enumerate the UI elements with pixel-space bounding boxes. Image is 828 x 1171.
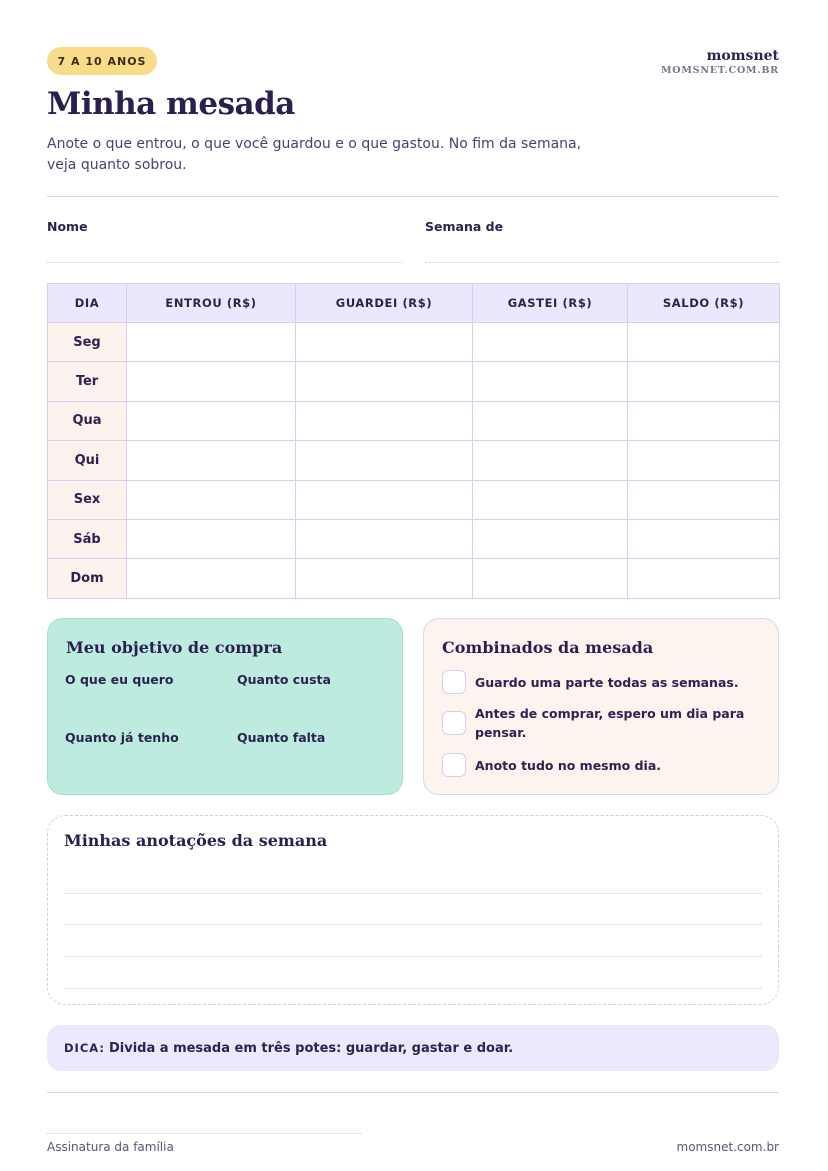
entrou-cell[interactable] [127, 362, 296, 401]
saldo-cell[interactable] [628, 480, 780, 519]
header-divider [47, 196, 779, 197]
guardei-cell[interactable] [296, 323, 473, 362]
entrou-cell[interactable] [127, 480, 296, 519]
table-row [48, 480, 780, 519]
saldo-cell[interactable] [628, 323, 780, 362]
signature-label: Assinatura da família [47, 1140, 174, 1154]
goal-card [47, 618, 403, 795]
saldo-cell[interactable] [628, 362, 780, 401]
brand-name: momsnet [706, 48, 779, 64]
goal-field-have[interactable]: Quanto já tenho [65, 730, 179, 745]
notes-title: Minhas anotações da semana [64, 831, 328, 850]
agreement-text: Guardo uma parte todas as semanas. [475, 674, 739, 690]
guardei-cell[interactable] [296, 559, 473, 598]
goal-field-want[interactable]: O que eu quero [65, 672, 174, 687]
goal-field-missing[interactable]: Quanto falta [237, 730, 326, 745]
day-cell: Seg [48, 323, 127, 362]
brand-logo [661, 48, 779, 76]
table-row [48, 559, 780, 598]
page-subtitle: Anote o que entrou, o que você guardou e o que gastou. No fim da semana, veja quanto sobrou. [47, 136, 582, 173]
column-header: GASTEI (R$) [473, 284, 628, 323]
note-line[interactable] [65, 956, 761, 957]
guardei-cell[interactable] [296, 362, 473, 401]
entrou-cell[interactable] [127, 519, 296, 558]
agreements-title: Combinados da mesada [442, 638, 654, 657]
checkbox[interactable] [442, 711, 466, 735]
guardei-cell[interactable] [296, 401, 473, 440]
day-cell: Dom [48, 559, 127, 598]
day-cell: Qui [48, 441, 127, 480]
guardei-cell[interactable] [296, 519, 473, 558]
checkbox[interactable] [442, 670, 466, 694]
week-field[interactable] [425, 262, 779, 263]
note-line[interactable] [65, 988, 761, 989]
day-cell: Sex [48, 480, 127, 519]
week-label: Semana de [425, 219, 504, 234]
footer-divider [47, 1092, 779, 1093]
entrou-cell[interactable] [127, 401, 296, 440]
gastei-cell[interactable] [473, 441, 628, 480]
footer-site: momsnet.com.br [676, 1140, 779, 1154]
agreement-text: Anoto tudo no mesmo dia. [475, 757, 661, 773]
gastei-cell[interactable] [473, 519, 628, 558]
age-badge: 7 A 10 ANOS [47, 47, 157, 75]
table-row [48, 519, 780, 558]
brand-url: MOMSNET.COM.BR [660, 65, 779, 76]
saldo-cell[interactable] [628, 559, 780, 598]
guardei-cell[interactable] [296, 441, 473, 480]
gastei-cell[interactable] [473, 559, 628, 598]
signature-line[interactable] [47, 1133, 361, 1134]
entrou-cell[interactable] [127, 441, 296, 480]
agreement-text: Antes de comprar, espero um dia para pensar. [475, 706, 745, 740]
table-header-row [48, 284, 780, 323]
checkbox[interactable] [442, 753, 466, 777]
guardei-cell[interactable] [296, 480, 473, 519]
note-line[interactable] [65, 893, 761, 894]
column-header: DIA [48, 284, 127, 323]
tip-label: DICA: [64, 1041, 105, 1055]
agreement-item [442, 704, 745, 742]
allowance-table [47, 283, 780, 599]
name-field[interactable] [47, 262, 402, 263]
column-header: ENTROU (R$) [127, 284, 296, 323]
gastei-cell[interactable] [473, 323, 628, 362]
day-cell: Qua [48, 401, 127, 440]
name-label: Nome [47, 219, 88, 234]
note-line[interactable] [65, 924, 761, 925]
column-header: SALDO (R$) [628, 284, 780, 323]
entrou-cell[interactable] [127, 323, 296, 362]
page-title: Minha mesada [47, 86, 295, 122]
table-row [48, 323, 780, 362]
saldo-cell[interactable] [628, 441, 780, 480]
agreement-item [442, 753, 745, 777]
gastei-cell[interactable] [473, 401, 628, 440]
goal-title: Meu objetivo de compra [66, 638, 283, 657]
table-row [48, 441, 780, 480]
goal-field-cost[interactable]: Quanto custa [237, 672, 331, 687]
entrou-cell[interactable] [127, 559, 296, 598]
gastei-cell[interactable] [473, 362, 628, 401]
tip-box [47, 1025, 779, 1071]
tip-text: Divida a mesada em três potes: guardar, gastar e doar. [108, 1040, 514, 1056]
saldo-cell[interactable] [628, 401, 780, 440]
gastei-cell[interactable] [473, 480, 628, 519]
day-cell: Sáb [48, 519, 127, 558]
saldo-cell[interactable] [628, 519, 780, 558]
table-row [48, 401, 780, 440]
agreements-card [423, 618, 779, 795]
day-cell: Ter [48, 362, 127, 401]
notes-card [47, 815, 779, 1005]
column-header: GUARDEI (R$) [296, 284, 473, 323]
agreement-item [442, 670, 745, 694]
table-row [48, 362, 780, 401]
